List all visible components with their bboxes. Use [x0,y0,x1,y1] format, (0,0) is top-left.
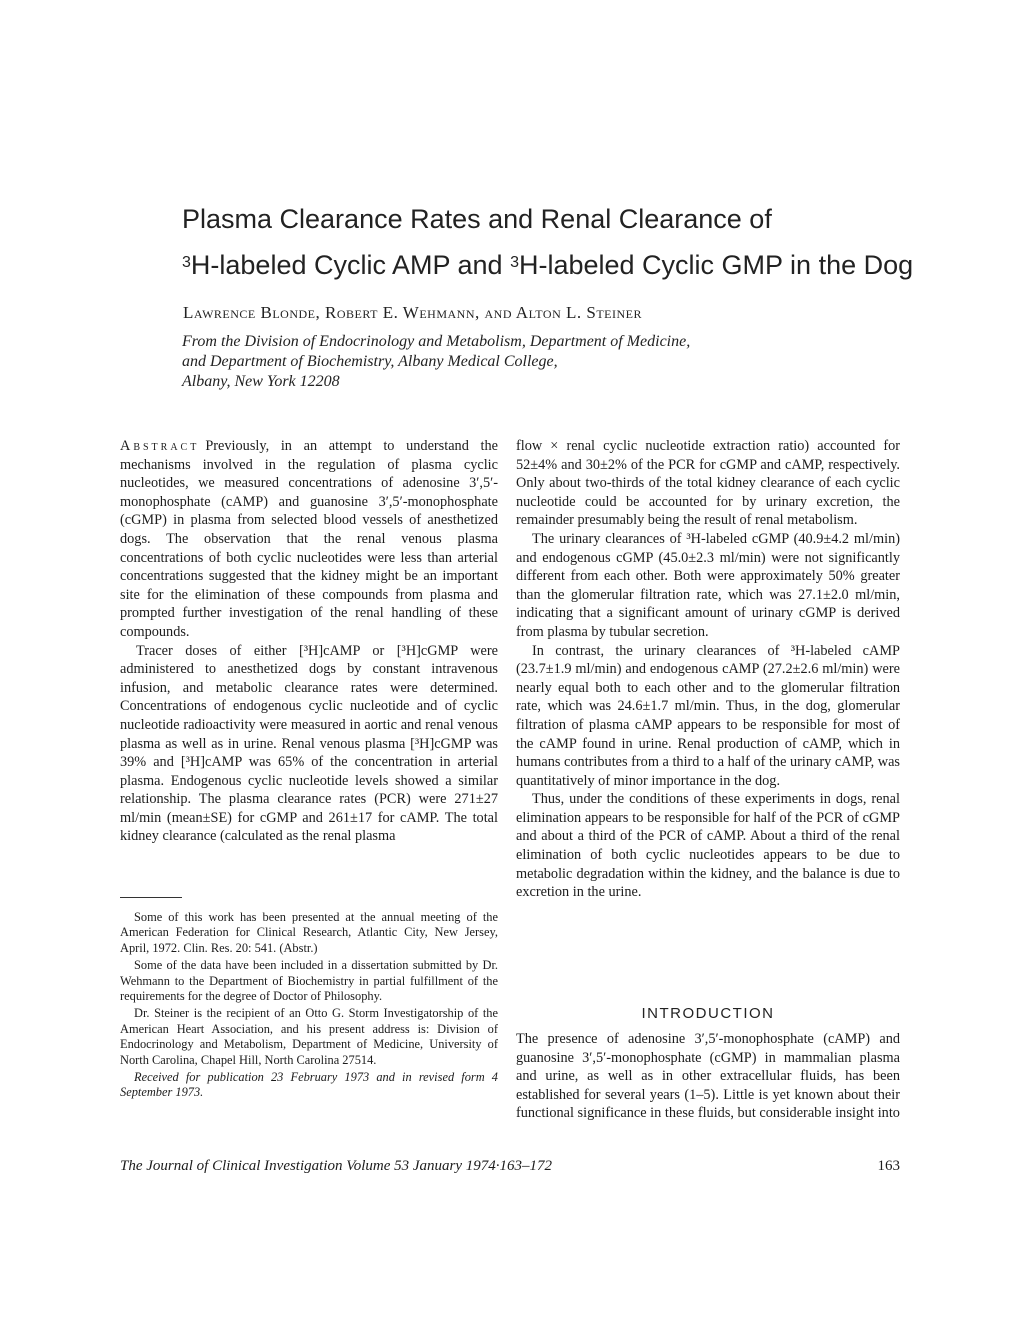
abstract-paragraph-1-text: Previously, in an attempt to understand the mechanisms involved in the regulation of plasma cyclic nucleotides, we measured concentrations of adenosine 3′,5′-monophosphate (cAMP) and guanosine 3′,5′-monophosphate (cGMP) in plasma from selected blood vessels of anesthetized dogs. The observation that the renal venous plasma concentrations of both cyclic nucleotides were less than arterial concentrations suggested that the kidney might be an important site for the elimination of these compounds from plasma and prompted further investigation of the renal handling of these compounds. [120,438,498,640]
footnotes [120,910,498,1103]
affiliation [182,332,782,392]
introduction-column [516,1030,900,1123]
page-footer [120,1158,900,1175]
affiliation-line-2: and Department of Biochemistry, Albany Medical College, [182,353,558,370]
footnote-presentation: Some of this work has been presented at the annual meeting of the American Federation for Clinical Research, Atlantic City, New Jersey, April, 1972. Clin. Res. 20: 541. (Abstr.) [120,910,498,955]
superscript-3: 3 [510,254,519,271]
article-title [182,196,942,288]
author-list: Lawrence Blonde, Robert E. Wehmann, and Alton L. Steiner [183,303,642,322]
abstract-paragraph-4: In contrast, the urinary clearances of ³H-labeled cAMP (23.7±1.9 ml/min) and endogenous cAMP (27.2±2.6 ml/min) were nearly equal both to each other and to the glomerular filtration rate, which was 24.6±1.7 ml/min. Thus, in the dog, glomerular filtration of plasma cAMP appears to be responsible for most of the cAMP found in urine. Renal production of cAMP, which in humans contributes from a third to a half of the urinary cAMP, was quantitatively of minor importance in the dog. [516,642,900,789]
abstract-right-column [516,437,900,902]
affiliation-line-3: Albany, New York 12208 [182,373,340,390]
abstract-paragraph-3: The urinary clearances of ³H-labeled cGMP (40.9±4.2 ml/min) and endogenous cGMP (45.0±2.3 ml/min) were not significantly different from each other. Both were approximately 50% greater than the glomerular filtration rate, which was 27.1±2.0 ml/min, indicating that a significant amount of urinary cGMP is derived from plasma by tubular secretion. [516,530,900,640]
footnote-author-address: Dr. Steiner is the recipient of an Otto G. Storm Investigatorship of the American Heart Association, and his present address is: Division of Endocrinology and Metabolism, Department of Medicine, University of North Carolina, Chapel Hill, North Carolina 27514. [120,1006,498,1067]
abstract-label: Abstract [120,438,200,454]
abstract-paragraph-5: Thus, under the conditions of these experiments in dogs, renal elimination appears to be responsible for half of the PCR of cGMP and about a third of the PCR of cAMP. About a third of the renal elimination of both cyclic nucleotides appears to be due to metabolic degradation within the kidney, and the balance is due to excretion in the urine. [516,791,900,901]
introduction-paragraph: The presence of adenosine 3′,5′-monophosphate (cAMP) and guanosine 3′,5′-monophosphate (cGMP) in mammalian plasma and urine, as well as in other extracellular fluids, has been established for several years (1–5). Little is yet known about their functional significance in these fluids, but considerable insight into [516,1031,900,1122]
page-number: 163 [877,1158,900,1174]
abstract-paragraph-2: Tracer doses of either [³H]cAMP or [³H]cGMP were administered to anesthetized dogs by constant intravenous infusion, and metabolic clearance rates were determined. Concentrations of endogenous cyclic nucleotide and of cyclic nucleotide radioactivity were measured in aortic and renal venous plasma as well as in urine. Renal venous plasma [³H]cGMP was 39% and [³H]cAMP was 65% of the concentration in arterial plasma. Endogenous cyclic nucleotide levels showed a similar relationship. The plasma clearance rates (PCR) were 271±27 ml/min (mean±SE) for cGMP and 261±17 for cAMP. The total kidney clearance (calculated as the renal plasma [120,642,498,845]
superscript-3: 3 [182,254,191,271]
journal-citation: The Journal of Clinical Investigation Volume 53 January 1974·163–172 [120,1158,553,1174]
title-line-1: Plasma Clearance Rates and Renal Clearance of [182,204,772,234]
title-line-2 [182,242,942,288]
affiliation-line-1: From the Division of Endocrinology and Metabolism, Department of Medicine, [182,333,691,350]
received-date: Received for publication 23 February 1973 and in revised form 4 September 1973. [120,1070,498,1100]
abstract-paragraph-1 [120,437,498,642]
abstract-left-column [120,437,498,846]
title-line-2-part-1: H-labeled Cyclic AMP and [190,250,511,280]
abstract-paragraph-2-continued: flow × renal cyclic nucleotide extraction ratio) accounted for 52±4% and 30±2% of the PCR for cGMP and cAMP, respectively. Only about two-thirds of the total kidney clearance of each cyclic nucleotide could be accounted for by urinary excretion, the remainder presumably being the result of renal metabolism. [516,438,900,529]
footnote-divider [120,897,182,898]
footnote-dissertation: Some of the data have been included in a dissertation submitted by Dr. Wehmann to the Department of Biochemistry in partial fulfillment of the requirements for the degree of Doctor of Philosophy. [120,958,498,1004]
title-line-2-part-2: H-labeled Cyclic GMP in the Dog [518,250,914,280]
introduction-heading: INTRODUCTION [641,1005,775,1022]
